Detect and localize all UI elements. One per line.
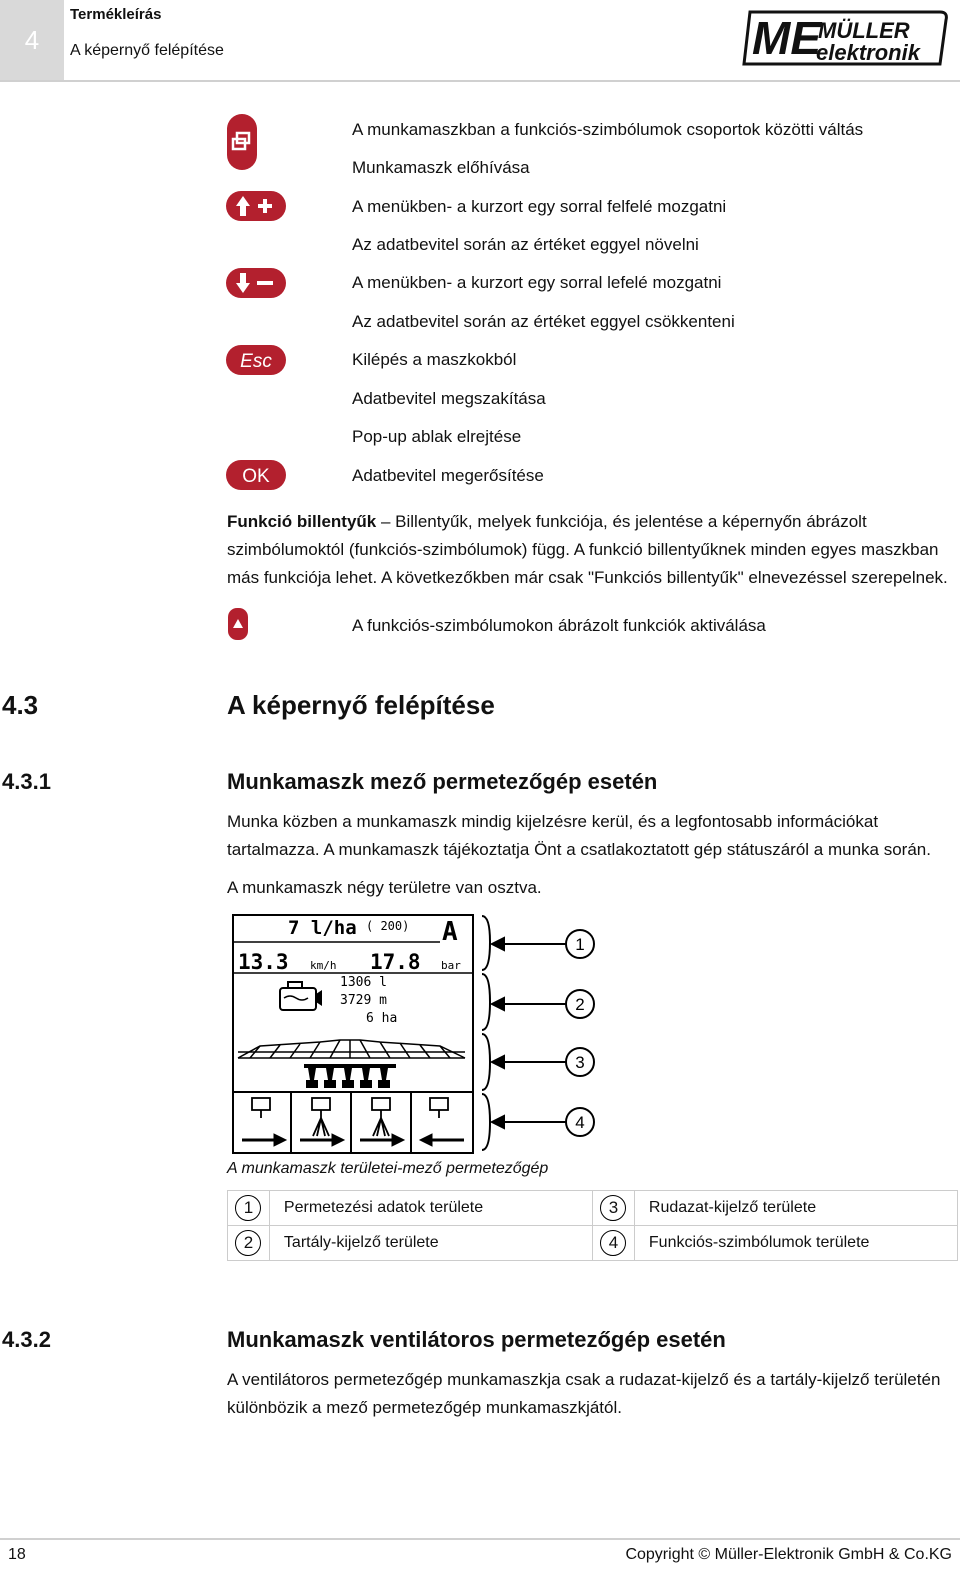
legend-number: 4 <box>600 1230 626 1256</box>
callout-2: 2 <box>575 995 585 1014</box>
screen-mode: A <box>442 917 458 947</box>
ok-label: OK <box>242 466 270 487</box>
legend-number: 2 <box>235 1230 261 1256</box>
callout-4: 4 <box>575 1113 585 1132</box>
screen-pressure: 17.8 <box>370 950 421 974</box>
legend-number: 1 <box>235 1195 261 1221</box>
function-key-icon <box>227 607 249 641</box>
screen-rate: 7 l/ha <box>288 917 357 939</box>
key-desc: Munkamaszk előhívása <box>352 158 530 177</box>
subsection-title: Munkamaszk mező permetezőgép esetén <box>227 769 658 794</box>
key-desc: Adatbevitel megszakítása <box>352 389 546 408</box>
paragraph: Munka közben a munkamaszk mindig kijelzésre kerül, és a legfontosabb információkat tartalmazza. A munkamaszk tájékoztatja Önt a csatlakoztatott gép státuszáról a munka során. <box>227 812 931 859</box>
key-desc: Az adatbevitel során az értéket eggyel növelni <box>352 235 699 254</box>
footer-divider <box>0 1538 960 1540</box>
esc-label: Esc <box>240 351 272 372</box>
legend-number: 3 <box>600 1195 626 1221</box>
screen-speed-unit: km/h <box>310 959 337 972</box>
chapter-number: 4 <box>0 0 64 80</box>
subsection-title: Munkamaszk ventilátoros permetezőgép esetén <box>227 1327 726 1352</box>
function-keys-term: Funkció billentyűk <box>227 512 377 531</box>
screen-distance: 3729 m <box>340 993 387 1008</box>
paragraph: A ventilátoros permetezőgép munkamaszkja csak a rudazat-kijelző és a tartály-kijelző területén különbözik a mező permetezőgép munkamaszkjától. <box>227 1370 941 1417</box>
legend-label: Funkciós-szimbólumok területe <box>634 1226 957 1261</box>
esc-icon <box>225 344 287 376</box>
page-number: 18 <box>8 1546 26 1563</box>
header-title: Termékleírás <box>70 6 162 23</box>
up-plus-icon <box>225 190 287 222</box>
function-keys-text: – Billentyűk, melyek funkciója, és jelentése a képernyőn ábrázolt szimbólumoktól (funkciós-szimbólumok) függ. A funkció billentyűknek minden egyes maszkban más funkciója lehet. A következőkben már csak "Funkciós billentyűk" elnevezéssel szerepelnek. <box>227 512 948 587</box>
mueller-logo <box>740 8 952 70</box>
legend-label: Tartály-kijelző területe <box>269 1226 592 1261</box>
section-title: A képernyő felépítése <box>227 690 495 720</box>
work-screen-diagram <box>230 912 610 1157</box>
callout-arrows <box>492 938 566 1128</box>
table-row <box>228 1191 958 1226</box>
screen-speed: 13.3 <box>238 950 289 974</box>
toggle-icon <box>226 113 258 171</box>
logo-text-top: MÜLLER <box>818 18 910 43</box>
figure-caption: A munkamaszk területei-mező permetezőgép <box>227 1160 549 1177</box>
ok-icon <box>225 459 287 491</box>
key-desc: A menükben- a kurzort egy sorral lefelé mozgatni <box>352 273 722 292</box>
screen-rate-target: ( 200) <box>366 919 410 933</box>
subsection-number: 4.3.2 <box>2 1327 51 1352</box>
screen-pressure-unit: bar <box>441 959 461 972</box>
subsection-number: 4.3.1 <box>2 769 51 794</box>
paragraph: A munkamaszk négy területre van osztva. <box>227 878 542 897</box>
key-desc: Adatbevitel megerősítése <box>352 466 544 485</box>
key-desc: Kilépés a maszkokból <box>352 350 517 369</box>
callout-brackets <box>482 916 490 1150</box>
callout-1: 1 <box>575 935 585 954</box>
function-keys-activate: A funkciós-szimbólumokon ábrázolt funkciók aktiválása <box>352 616 766 635</box>
key-desc: A menükben- a kurzort egy sorral felfelé mozgatni <box>352 197 727 216</box>
down-minus-icon <box>225 267 287 299</box>
function-keys-paragraph <box>227 508 957 592</box>
page-header <box>0 0 960 82</box>
callout-circles <box>566 930 594 1136</box>
legend-table <box>227 1190 958 1261</box>
key-desc: Pop-up ablak elrejtése <box>352 427 522 446</box>
copyright: Copyright © Müller-Elektronik GmbH & Co.KG <box>625 1546 952 1563</box>
key-desc: A munkamaszkban a funkciós-szimbólumok csoportok közötti váltás <box>352 120 864 139</box>
legend-label: Permetezési adatok területe <box>269 1191 592 1226</box>
legend-label: Rudazat-kijelző területe <box>634 1191 957 1226</box>
key-desc: Az adatbevitel során az értéket eggyel csökkenteni <box>352 312 735 331</box>
screen-tank-volume: 1306 l <box>340 975 387 990</box>
table-row <box>228 1226 958 1261</box>
callout-3: 3 <box>575 1053 585 1072</box>
header-subtitle: A képernyő felépítése <box>70 42 224 59</box>
screen-area: 6 ha <box>366 1011 398 1026</box>
section-number: 4.3 <box>2 690 39 720</box>
logo-text-bottom: elektronik <box>816 40 920 65</box>
svg-text:ME: ME <box>752 12 821 64</box>
